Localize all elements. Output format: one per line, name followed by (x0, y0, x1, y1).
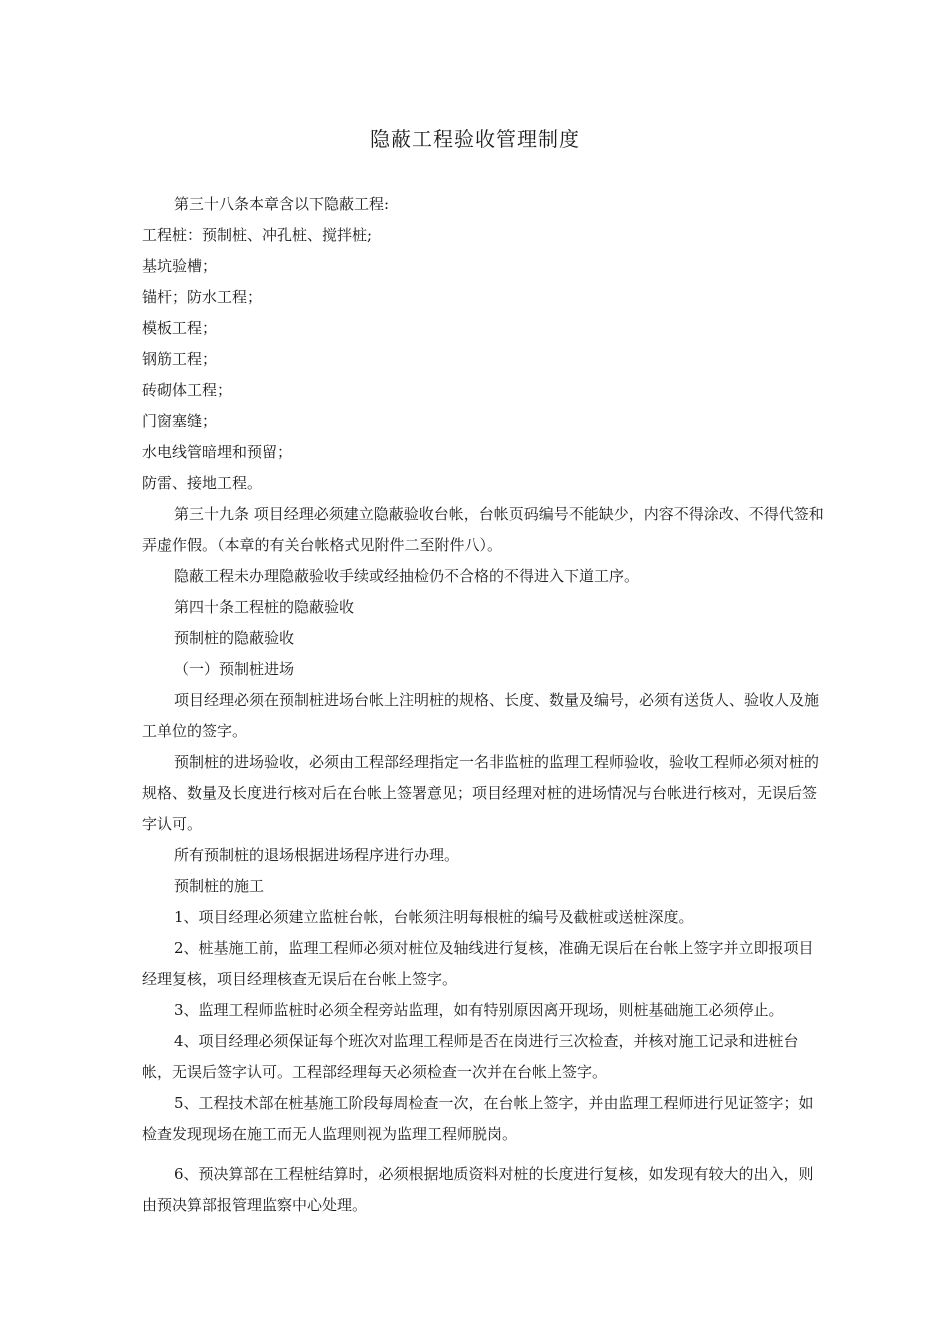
paragraph: 钢筋工程； (142, 350, 218, 368)
paragraph: 砖砌体工程； (142, 381, 233, 399)
paragraph: 锚杆；防水工程； (142, 288, 263, 306)
paragraph: 防雷、接地工程。 (142, 474, 263, 492)
paragraph: 4、项目经理必须保证每个班次对监理工程师是否在岗进行三次检查，并核对施工记录和进桩台帐，无误后签字认可。工程部经理每天必须检查一次并在台帐上签字。 (142, 1032, 799, 1081)
paragraph: 预制桩的施工 (174, 877, 265, 895)
paragraph: 5、工程技术部在桩基施工阶段每周检查一次，在台帐上签字，并由监理工程师进行见证签字；如检查发现现场在施工而无人监理则视为监理工程师脱岗。 (142, 1094, 814, 1143)
document-body (142, 189, 826, 1221)
paragraph: 模板工程； (142, 319, 218, 337)
paragraph: 所有预制桩的退场根据进场程序进行办理。 (174, 846, 460, 864)
paragraph: （一）预制桩进场 (174, 660, 295, 678)
paragraph: 第三十九条 项目经理必须建立隐蔽验收台帐，台帐页码编号不能缺少，内容不得涂改、不得代签和弄虚作假。（本章的有关台帐格式见附件二至附件八）。 (142, 505, 824, 554)
paragraph: 6、预决算部在工程桩结算时，必须根据地质资料对桩的长度进行复核，如发现有较大的出入，则由预决算部报管理监察中心处理。 (142, 1165, 814, 1214)
paragraph: 隐蔽工程未办理隐蔽验收手续或经抽检仍不合格的不得进入下道工序。 (174, 567, 640, 585)
paragraph: 预制桩的隐蔽验收 (174, 629, 295, 647)
paragraph: 项目经理必须在预制桩进场台帐上注明桩的规格、长度、数量及编号，必须有送货人、验收人及施工单位的签字。 (142, 691, 820, 740)
paragraph: 第三十八条本章含以下隐蔽工程: (174, 195, 390, 213)
paragraph: 水电线管暗埋和预留； (142, 443, 293, 461)
paragraph: 基坑验槽； (142, 257, 218, 275)
paragraph: 预制桩的进场验收，必须由工程部经理指定一名非监桩的监理工程师验收，验收工程师必须对桩的规格、数量及长度进行核对后在台帐上签署意见；项目经理对桩的进场情况与台帐进行核对，无误后签字认可。 (142, 753, 820, 833)
document-title: 隐蔽工程验收管理制度 (370, 127, 580, 151)
paragraph: 1、项目经理必须建立监桩台帐，台帐须注明每根桩的编号及截桩或送桩深度。 (174, 908, 694, 926)
paragraph: 3、监理工程师监桩时必须全程旁站监理，如有特别原因离开现场，则桩基础施工必须停止。 (174, 1001, 784, 1019)
paragraph: 工程桩：预制桩、冲孔桩、搅拌桩; (142, 226, 373, 244)
paragraph: 门窗塞缝； (142, 412, 218, 430)
paragraph: 第四十条工程桩的隐蔽验收 (174, 598, 355, 616)
paragraph: 2、桩基施工前，监理工程师必须对桩位及轴线进行复核，准确无误后在台帐上签字并立即报项目经理复核，项目经理核查无误后在台帐上签字。 (142, 939, 814, 988)
